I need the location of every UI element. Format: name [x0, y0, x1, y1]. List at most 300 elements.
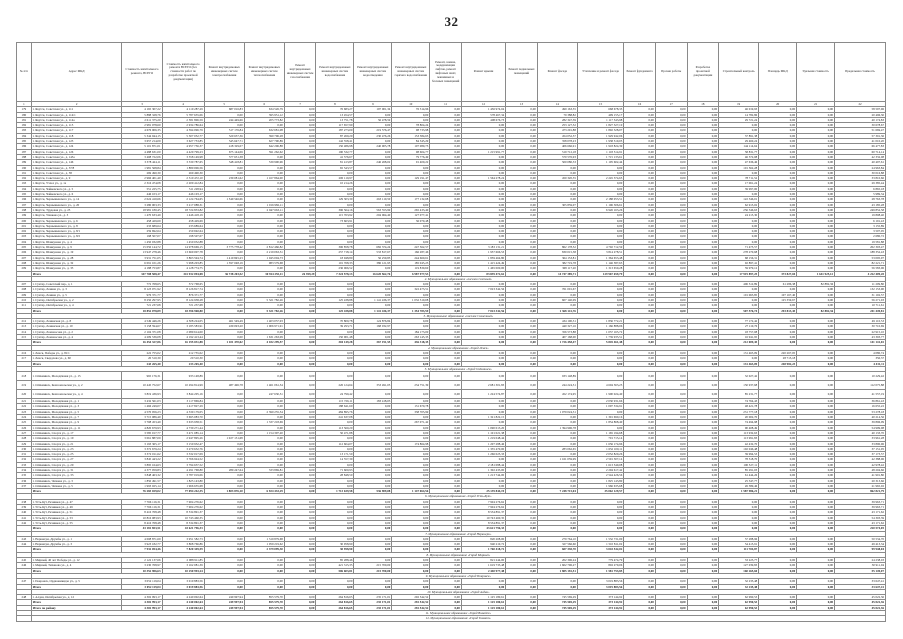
amount-cell: 0,00: [204, 441, 244, 446]
amount-cell: 45 022,36: [835, 595, 886, 600]
row-number: 235: [17, 473, 32, 478]
address-cell: г. Якутск, Советская ул., д. 38: [31, 170, 122, 175]
amount-cell: 0,00: [461, 144, 505, 149]
address-cell: г. Олёкминск, Чапаева ул., д. 3: [31, 478, 122, 483]
amount-cell: 1 391 690,16: [577, 415, 623, 420]
amount-cell: 19 808,40: [835, 213, 886, 218]
amount-cell: 0,00: [204, 356, 244, 361]
amount-cell: 0,00: [461, 324, 505, 329]
amount-cell: 197 001,34: [354, 107, 392, 112]
amount-cell: 247 630,51: [244, 390, 284, 399]
amount-cell: 0,00: [687, 381, 719, 390]
amount-cell: 0,00: [430, 520, 462, 525]
address-cell: г. Якутск, Чернышевского ул., д. 8: [31, 223, 122, 228]
amount-cell: 70 809,78: [316, 319, 354, 324]
amount-cell: 212 009,45: [719, 340, 759, 345]
amount-cell: 0,00: [354, 446, 392, 451]
amount-cell: 202 396,24: [537, 558, 577, 563]
amount-cell: 3 183 131,21: [461, 245, 505, 250]
amount-cell: 0,00: [284, 176, 316, 181]
amount-cell: 77 172,42: [719, 319, 759, 324]
amount-cell: 0,00: [577, 303, 623, 308]
amount-cell: 1 016 982,11: [244, 202, 284, 207]
amount-cell: 0,00: [506, 213, 538, 218]
amount-cell: 13 947 278,46: [122, 250, 162, 255]
amount-cell: 0,00: [284, 181, 316, 186]
amount-cell: 0,00: [284, 499, 316, 504]
amount-cell: 10 352 906,63: [122, 568, 162, 573]
amount-cell: 0,00: [284, 483, 316, 488]
amount-cell: 0,00: [687, 425, 719, 430]
amount-cell: 4 240 002,64: [162, 600, 204, 605]
amount-cell: 0,00: [655, 489, 687, 494]
amount-cell: 0,00: [354, 468, 392, 473]
amount-cell: 0,00: [392, 117, 430, 122]
address-cell: г. Якутск, Советская ул., д. 114/1: [31, 112, 122, 117]
amount-cell: 1 354 783,59: [392, 308, 430, 313]
address-cell: г. Олёкминск, Молодёжная ул., д. 11: [31, 425, 122, 430]
amount-cell: 0,00: [204, 425, 244, 430]
amount-cell: 7 904 276,62: [461, 499, 505, 504]
amount-cell: 499 163,55: [537, 107, 577, 112]
amount-cell: 0,00: [392, 425, 430, 430]
amount-cell: 0,00: [506, 128, 538, 133]
amount-cell: 0,00: [624, 234, 656, 239]
amount-cell: 39 963,71: [835, 499, 886, 504]
amount-cell: 1 854 868,40: [577, 420, 623, 425]
amount-cell: 0,00: [655, 303, 687, 308]
amount-cell: 0,00: [430, 223, 462, 228]
amount-cell: 0,00: [537, 468, 577, 473]
amount-cell: 0,00: [506, 436, 538, 441]
amount-cell: 452 174,95: [537, 390, 577, 399]
amount-cell: 0,00: [204, 404, 244, 409]
amount-cell: 0,00: [430, 361, 462, 366]
amount-cell: 0,00: [284, 372, 316, 381]
amount-cell: 1 825 143,80: [162, 478, 204, 483]
amount-cell: 0,00: [655, 510, 687, 515]
amount-cell: 1 125 180,61: [461, 595, 505, 600]
amount-cell: 0,00: [430, 381, 462, 390]
amount-cell: 0,00: [204, 473, 244, 478]
amount-cell: 37 151,05: [835, 446, 886, 451]
amount-cell: 0,00: [797, 107, 835, 112]
amount-cell: 0,00: [797, 170, 835, 175]
column-header: Строительный контроль: [719, 43, 759, 102]
amount-cell: 8 416 768,48: [122, 510, 162, 515]
amount-cell: 0,00: [392, 462, 430, 467]
amount-cell: 267 071,42: [392, 420, 430, 425]
amount-cell: 0,00: [354, 239, 392, 244]
row-number: 215: [17, 335, 32, 340]
amount-cell: 0,00: [316, 579, 354, 584]
amount-cell: 0,00: [244, 229, 284, 234]
amount-cell: 0,00: [244, 350, 284, 355]
amount-cell: 578 467,34: [461, 112, 505, 117]
amount-cell: 0,00: [461, 303, 505, 308]
amount-cell: 0,00: [624, 350, 656, 355]
amount-cell: 3 868 766,86: [162, 542, 204, 547]
amount-cell: 30 710,69: [835, 324, 886, 329]
row-number: 229: [17, 441, 32, 446]
amount-cell: 0,00: [687, 499, 719, 504]
amount-cell: 0,00: [430, 255, 462, 260]
amount-cell: 0,00: [687, 605, 719, 610]
amount-cell: 520 637,36: [204, 133, 244, 138]
amount-cell: 0,00: [655, 390, 687, 399]
amount-cell: 1 045 004,73: [244, 255, 284, 260]
amount-cell: 0,00: [624, 260, 656, 265]
amount-cell: 0,00: [687, 128, 719, 133]
amount-cell: 0,00: [537, 282, 577, 287]
amount-cell: 0,00: [354, 510, 392, 515]
amount-cell: 0,00: [204, 415, 244, 420]
amount-cell: 0,00: [624, 303, 656, 308]
amount-cell: 0,00: [687, 372, 719, 381]
row-number: 220: [17, 390, 32, 399]
amount-cell: 0,00: [687, 117, 719, 122]
address-cell: г. Якутск, Чернышевского ул., д. 14: [31, 197, 122, 202]
amount-cell: 0,00: [759, 192, 797, 197]
amount-cell: 0,00: [244, 372, 284, 381]
amount-cell: 3 155,89: [835, 223, 886, 228]
amount-cell: 0,00: [797, 229, 835, 234]
amount-cell: 15 050 144,72: [122, 245, 162, 250]
amount-cell: 487 496,78: [204, 381, 244, 390]
amount-cell: 1 101 021,38: [461, 430, 505, 435]
address-cell: г. Якутск, Шавкунова ул., д. 33: [31, 266, 122, 271]
amount-cell: 0,00: [204, 239, 244, 244]
address-cell: г. Якутск, Советская ул., д. 114а: [31, 117, 122, 122]
amount-cell: 0,00: [759, 234, 797, 239]
amount-cell: 0,00: [392, 303, 430, 308]
amount-cell: 13 171,50: [316, 452, 354, 457]
amount-cell: 0,00: [204, 399, 244, 404]
amount-cell: 408 676,73: [461, 117, 505, 122]
amount-cell: 0,00: [624, 176, 656, 181]
amount-cell: 115 726,11: [316, 399, 354, 404]
address-cell: г. Усть-Кут, Речников ул., д. 49: [31, 505, 122, 510]
amount-cell: 0,00: [284, 117, 316, 122]
amount-cell: 0,00: [624, 415, 656, 420]
amount-cell: 0,00: [655, 319, 687, 324]
amount-cell: 0,00: [759, 117, 797, 122]
amount-cell: 0,00: [316, 505, 354, 510]
amount-cell: 246 268,02: [354, 160, 392, 165]
amount-cell: 0,00: [316, 499, 354, 504]
amount-cell: 4 080,74: [835, 350, 886, 355]
amount-cell: 0,00: [430, 390, 462, 399]
amount-cell: 0,00: [284, 361, 316, 366]
amount-cell: 0,00: [392, 499, 430, 504]
amount-cell: 0,00: [506, 404, 538, 409]
amount-cell: 1 335 470,00: [461, 446, 505, 451]
amount-cell: 0,00: [624, 192, 656, 197]
amount-cell: 0,00: [797, 515, 835, 520]
amount-cell: 0,00: [461, 584, 505, 589]
amount-cell: 28 848,50: [316, 473, 354, 478]
address-cell: Итого: [31, 489, 122, 494]
amount-cell: 461 549,49: [204, 319, 244, 324]
amount-cell: 1 436 974,04: [461, 107, 505, 112]
amount-cell: 0,00: [354, 483, 392, 488]
amount-cell: 0,00: [461, 457, 505, 462]
amount-cell: 0,00: [759, 207, 797, 212]
amount-cell: 0,00: [719, 287, 759, 292]
amount-cell: 0,00: [759, 181, 797, 186]
amount-cell: 0,00: [392, 170, 430, 175]
amount-cell: 0,00: [244, 292, 284, 297]
amount-cell: 101 063,85: [719, 292, 759, 297]
amount-cell: 1 656 174,96: [577, 441, 623, 446]
section-title: 11. Муниципальное образование «Город Вилюйск»: [31, 611, 885, 616]
amount-cell: 701 715,14: [577, 436, 623, 441]
amount-cell: 0,00: [244, 579, 284, 584]
amount-cell: 5 888 328,76: [122, 112, 162, 117]
amount-cell: 0,00: [244, 505, 284, 510]
column-number: 13: [506, 102, 538, 107]
amount-cell: 0,00: [354, 154, 392, 159]
amount-cell: 0,00: [759, 595, 797, 600]
amount-cell: 0,00: [506, 579, 538, 584]
amount-cell: 0,00: [655, 558, 687, 563]
amount-cell: 43 171,62: [835, 520, 886, 525]
amount-cell: 0,00: [797, 245, 835, 250]
amount-cell: 0,00: [719, 192, 759, 197]
amount-cell: 0,00: [797, 499, 835, 504]
amount-cell: 3 819 436,93: [122, 390, 162, 399]
amount-cell: 0,00: [392, 430, 430, 435]
amount-cell: 0,00: [354, 356, 392, 361]
amount-cell: 0,00: [797, 468, 835, 473]
amount-cell: 0,00: [204, 329, 244, 334]
amount-cell: 1 079 024,31: [537, 409, 577, 414]
amount-cell: 0,00: [204, 505, 244, 510]
amount-cell: 0,00: [461, 350, 505, 355]
amount-cell: 292 542,52: [392, 605, 430, 610]
amount-cell: 17 061,24: [719, 181, 759, 186]
amount-cell: 0,00: [797, 266, 835, 271]
amount-cell: 0,00: [354, 192, 392, 197]
column-number: 8: [316, 102, 354, 107]
amount-cell: 21 965,02: [835, 483, 886, 488]
amount-cell: 32 027,42: [719, 372, 759, 381]
amount-cell: 0,00: [506, 223, 538, 228]
amount-cell: 0,00: [354, 149, 392, 154]
amount-cell: 36 738 203,52: [204, 271, 244, 276]
amount-cell: 43 621 796,33: [162, 526, 204, 531]
address-cell: г. Олёкминск, Спорта ул., д. 19: [31, 436, 122, 441]
amount-cell: 1 532 731,00: [577, 536, 623, 541]
amount-cell: 0,00: [506, 335, 538, 340]
amount-cell: 0,00: [655, 526, 687, 531]
amount-cell: 79 776,49: [392, 154, 430, 159]
amount-cell: 4 604 363,25: [577, 381, 623, 390]
amount-cell: 8 416 768,48: [122, 520, 162, 525]
amount-cell: 4 702 712,59: [577, 245, 623, 250]
amount-cell: 855 579,70: [244, 595, 284, 600]
amount-cell: 0,00: [797, 128, 835, 133]
row-number: 194: [17, 186, 32, 191]
amount-cell: 39 896,09: [835, 420, 886, 425]
amount-cell: 0,00: [719, 526, 759, 531]
amount-cell: 0,00: [506, 255, 538, 260]
amount-cell: 0,00: [392, 390, 430, 399]
amount-cell: 0,00: [537, 303, 577, 308]
amount-cell: 545 647,71: [204, 139, 244, 144]
amount-cell: 0,00: [687, 144, 719, 149]
amount-cell: 76 683,27: [316, 107, 354, 112]
amount-cell: 1 918 824,39: [577, 144, 623, 149]
amount-cell: 0,00: [687, 515, 719, 520]
amount-cell: 0,00: [537, 399, 577, 404]
amount-cell: 30 924 255,11: [244, 271, 284, 276]
address-cell: Итого: [31, 526, 122, 531]
amount-cell: 113 991,83: [719, 436, 759, 441]
amount-cell: 446 103,17: [162, 192, 204, 197]
amount-cell: 0,00: [430, 197, 462, 202]
amount-cell: 0,00: [461, 478, 505, 483]
amount-cell: 0,00: [284, 329, 316, 334]
amount-cell: 205 773,82: [244, 117, 284, 122]
amount-cell: 0,00: [797, 303, 835, 308]
amount-cell: 0,00: [687, 483, 719, 488]
amount-cell: 0,00: [244, 329, 284, 334]
amount-cell: 0,00: [204, 186, 244, 191]
amount-cell: 0,00: [430, 297, 462, 302]
amount-cell: 2 680,72: [835, 234, 886, 239]
column-number: 15: [577, 102, 623, 107]
amount-cell: 364 153,81: [537, 255, 577, 260]
amount-cell: 3 923 182,77: [122, 542, 162, 547]
amount-cell: 0,00: [797, 192, 835, 197]
amount-cell: 41 576,67: [316, 154, 354, 159]
amount-cell: 264 816,65: [316, 600, 354, 605]
amount-cell: 39 997,00: [719, 186, 759, 191]
amount-cell: 0,00: [759, 266, 797, 271]
amount-cell: 0,00: [284, 112, 316, 117]
amount-cell: 0,00: [244, 181, 284, 186]
amount-cell: 41 010,20: [835, 139, 886, 144]
amount-cell: 0,00: [655, 292, 687, 297]
amount-cell: 51 669,47: [835, 128, 886, 133]
amount-cell: 28 763,78: [835, 197, 886, 202]
amount-cell: 17 919 897,25: [719, 271, 759, 276]
amount-cell: 187 273,00: [316, 128, 354, 133]
amount-cell: 0,00: [759, 107, 797, 112]
amount-cell: 406 512,89: [719, 282, 759, 287]
amount-cell: 0,00: [354, 558, 392, 563]
amount-cell: 0,00: [797, 319, 835, 324]
amount-cell: 0,00: [430, 340, 462, 345]
amount-cell: 249 997,94: [204, 600, 244, 605]
amount-cell: 0,00: [354, 165, 392, 170]
amount-cell: 563 553,99: [354, 207, 392, 212]
row-number: 205: [17, 245, 32, 250]
amount-cell: 0,00: [655, 181, 687, 186]
address-cell: г. Олёкминск, Спорта ул., д. 31: [31, 468, 122, 473]
amount-cell: 0,00: [204, 536, 244, 541]
amount-cell: 0,00: [797, 144, 835, 149]
amount-cell: 0,00: [797, 133, 835, 138]
column-number: 1: [17, 102, 32, 107]
amount-cell: 577 631,38: [204, 154, 244, 159]
amount-cell: 1 510 811,02: [577, 542, 623, 547]
row-number: 193: [17, 181, 32, 186]
amount-cell: 983 579,68: [244, 260, 284, 265]
amount-cell: 0,00: [655, 415, 687, 420]
row-number: 222: [17, 404, 32, 409]
amount-cell: 0,00: [284, 430, 316, 435]
table-header: [17, 43, 886, 107]
amount-cell: 539 990,96: [244, 160, 284, 165]
amount-cell: 43 621 796,33: [461, 526, 505, 531]
amount-cell: 131 463,09: [719, 350, 759, 355]
amount-cell: 43 181 853,51: [122, 526, 162, 531]
column-number: 4: [162, 102, 204, 107]
amount-cell: 0,00: [655, 595, 687, 600]
amount-cell: 0,00: [797, 415, 835, 420]
amount-cell: 0,00: [797, 160, 835, 165]
amount-cell: 247 562,57: [392, 245, 430, 250]
amount-cell: 333 869,81: [244, 468, 284, 473]
amount-cell: 4 188 753,87: [122, 266, 162, 271]
amount-cell: 8 534 891,37: [162, 520, 204, 525]
amount-cell: 0,00: [392, 478, 430, 483]
amount-cell: 0,00: [687, 510, 719, 515]
amount-cell: 0,00: [392, 584, 430, 589]
amount-cell: 0,00: [797, 154, 835, 159]
amount-cell: 0,00: [461, 170, 505, 175]
amount-cell: 127 039,83: [719, 563, 759, 568]
amount-cell: 687 016,83: [204, 107, 244, 112]
amount-cell: 0,00: [430, 425, 462, 430]
amount-cell: 0,00: [430, 335, 462, 340]
amount-cell: 5 787 635,06: [162, 112, 204, 117]
amount-cell: 0,00: [284, 595, 316, 600]
amount-cell: 1 032 310,08: [392, 297, 430, 302]
amount-cell: 55 149,07: [835, 568, 886, 573]
amount-cell: 4 377 059,83: [122, 468, 162, 473]
amount-cell: 0,00: [204, 165, 244, 170]
amount-cell: 0,00: [244, 515, 284, 520]
amount-cell: 0,00: [204, 213, 244, 218]
amount-cell: 1 394 996,78: [537, 425, 577, 430]
amount-cell: 0,00: [284, 213, 316, 218]
amount-cell: 3 787 019,06: [162, 473, 204, 478]
amount-cell: 0,00: [719, 303, 759, 308]
amount-cell: 0,00: [655, 324, 687, 329]
amount-cell: 73 663,91: [316, 218, 354, 223]
amount-cell: 458 429,69: [122, 218, 162, 223]
amount-cell: 0,00: [244, 425, 284, 430]
amount-cell: 3 330 787,65: [162, 160, 204, 165]
amount-cell: 0,00: [537, 483, 577, 488]
amount-cell: 0,00: [392, 112, 430, 117]
amount-cell: 1 966 635,68: [577, 483, 623, 488]
amount-cell: 0,00: [354, 390, 392, 399]
amount-cell: 0,00: [244, 526, 284, 531]
amount-cell: 40 497,61: [835, 160, 886, 165]
address-cell: г. Олёкминск, Спорта ул., д. 29: [31, 462, 122, 467]
amount-cell: 0,00: [797, 149, 835, 154]
row-number: 241: [17, 515, 32, 520]
amount-cell: 16 620 562,76: [354, 271, 392, 276]
row-number: 185: [17, 139, 32, 144]
amount-cell: 3 019 883,56: [577, 584, 623, 589]
amount-cell: 536 909,08: [354, 489, 392, 494]
amount-cell: 0,00: [537, 584, 577, 589]
